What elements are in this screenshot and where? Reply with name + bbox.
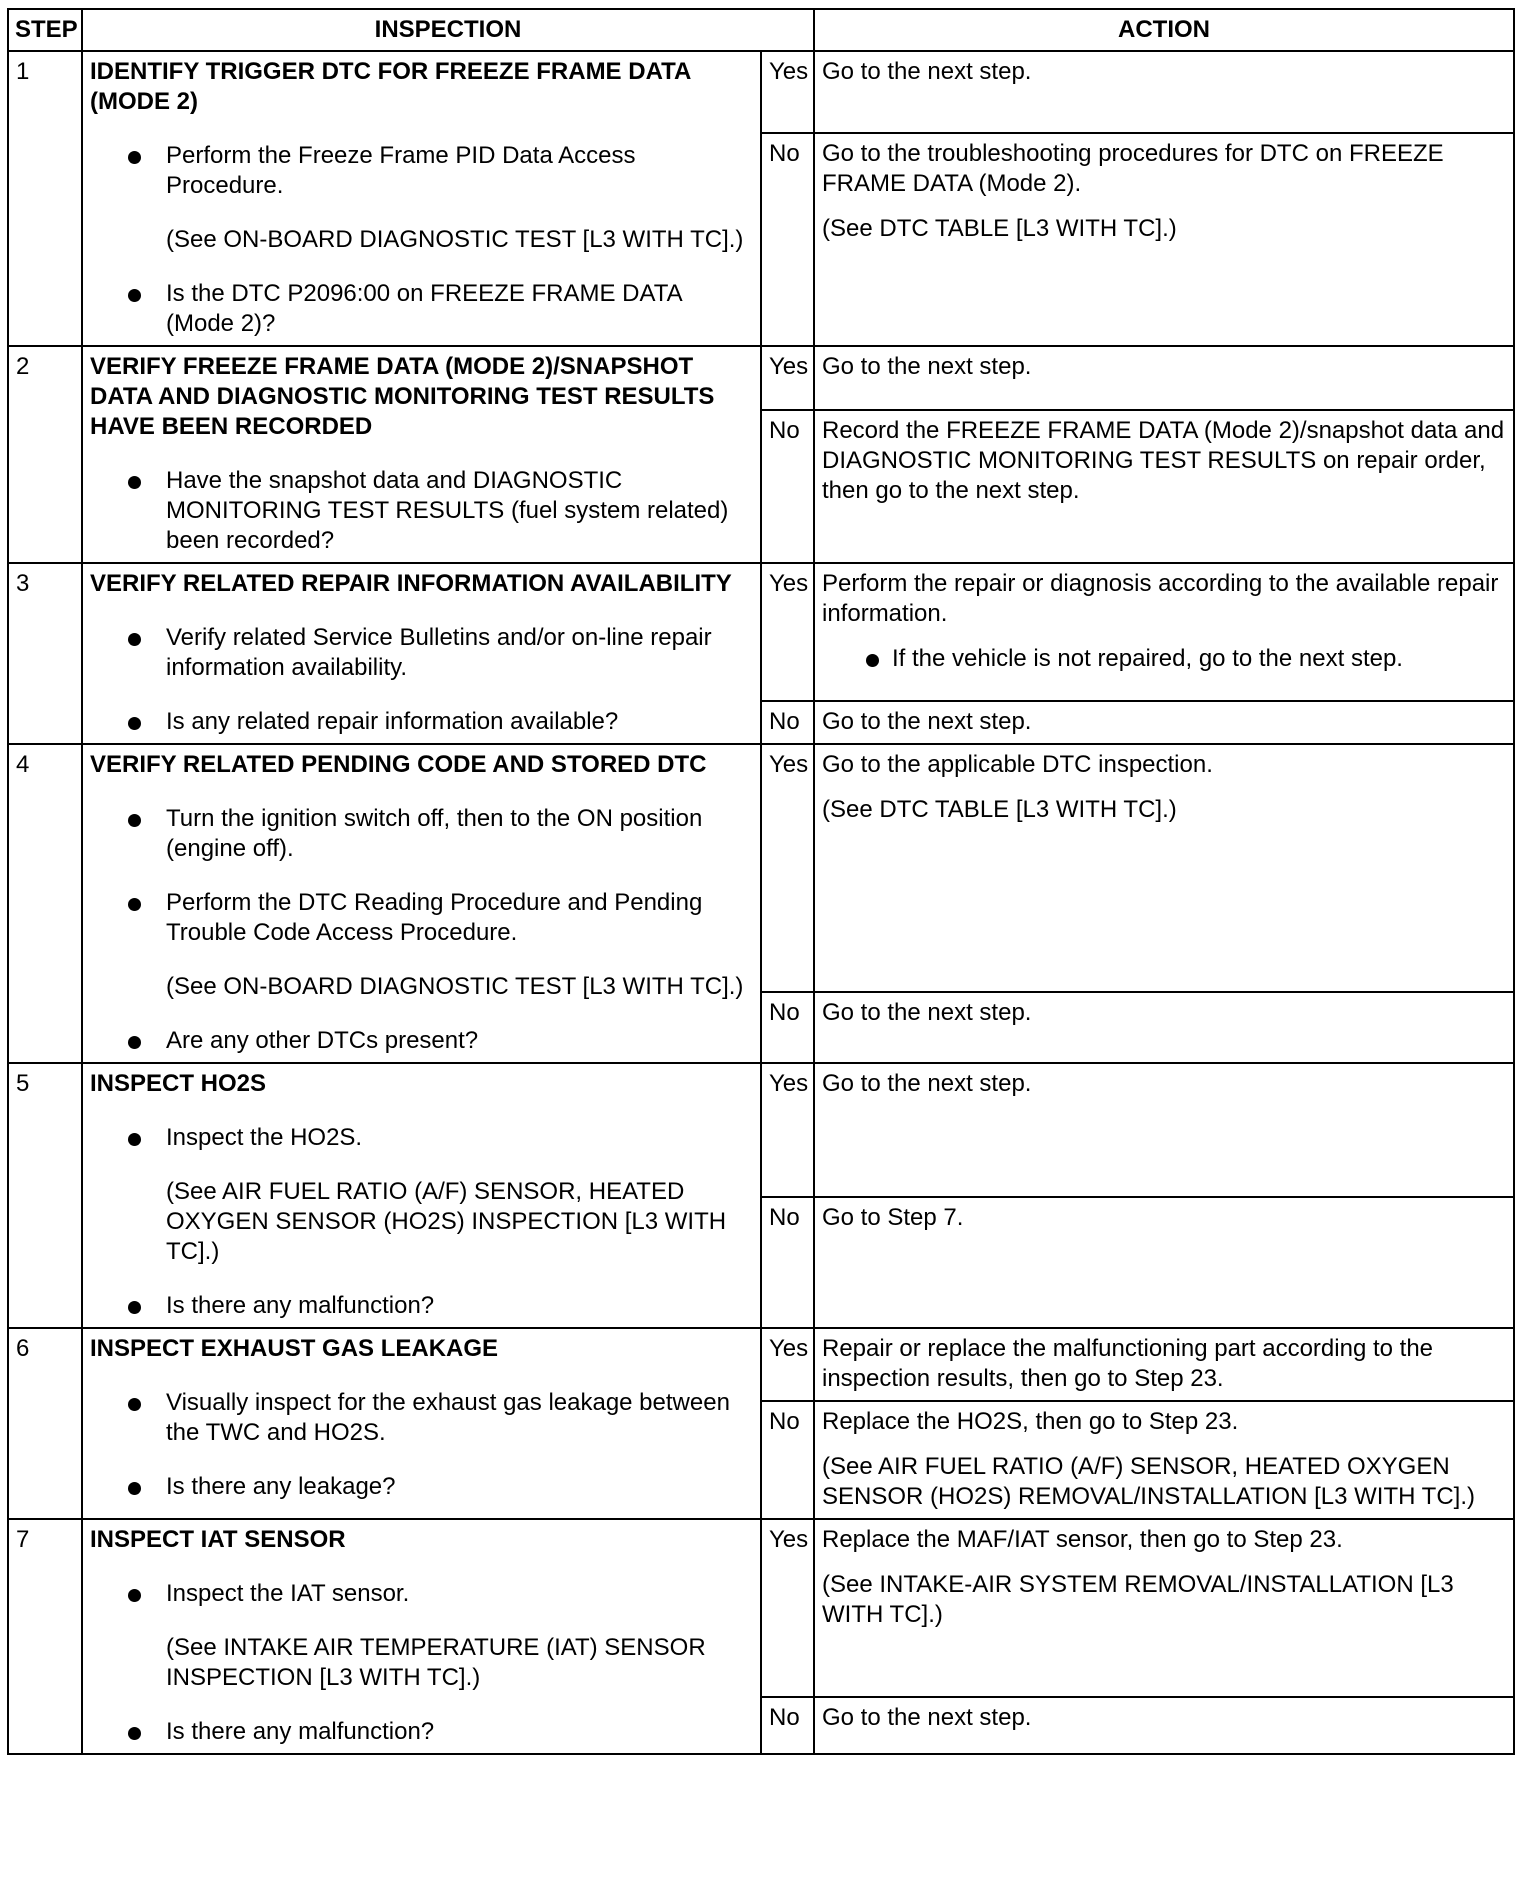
- step-number: 3: [8, 563, 82, 744]
- inspection-reference: (See ON-BOARD DIAGNOSTIC TEST [L3 WITH TC].): [166, 973, 744, 1000]
- inspection-cell: [82, 51, 761, 346]
- no-label: No: [761, 1697, 814, 1754]
- step-title: VERIFY FREEZE FRAME DATA (MODE 2)/SNAPSHOT DATA AND DIAGNOSTIC MONITORING TEST RESULTS HAVE BEEN RECORDED: [90, 353, 715, 440]
- inspection-bullet: Have the snapshot data and DIAGNOSTIC MONITORING TEST RESULTS (fuel system related) been recorded?: [128, 466, 753, 556]
- action-reference: (See AIR FUEL RATIO (A/F) SENSOR, HEATED OXYGEN SENSOR (HO2S) REMOVAL/INSTALLATION [L3 WITH TC].): [822, 1453, 1475, 1510]
- no-action-cell: [814, 133, 1514, 346]
- step-title: VERIFY RELATED PENDING CODE AND STORED DTC: [90, 751, 707, 778]
- header-row: [8, 9, 1514, 51]
- yes-label: Yes: [761, 51, 814, 133]
- inspection-cell: [82, 1519, 761, 1754]
- yes-label: Yes: [761, 1063, 814, 1197]
- yes-action: Go to the next step.: [814, 346, 1514, 410]
- yes-action-cell: [814, 744, 1514, 992]
- no-action: Go to the next step.: [814, 992, 1514, 1063]
- yes-action-cell: [814, 1519, 1514, 1697]
- no-action: Go to Step 7.: [814, 1197, 1514, 1328]
- step-1-yes-row: [8, 51, 1514, 133]
- no-label: No: [761, 701, 814, 744]
- inspection-reference: (See ON-BOARD DIAGNOSTIC TEST [L3 WITH TC].): [166, 226, 744, 253]
- yes-label: Yes: [761, 346, 814, 410]
- action-reference: (See DTC TABLE [L3 WITH TC].): [822, 796, 1177, 823]
- step-number: 5: [8, 1063, 82, 1328]
- no-action-cell: [814, 1401, 1514, 1519]
- header-inspection: INSPECTION: [82, 9, 814, 51]
- action-reference: (See INTAKE-AIR SYSTEM REMOVAL/INSTALLATION [L3 WITH TC].): [822, 1571, 1454, 1628]
- step-number: 6: [8, 1328, 82, 1519]
- inspection-cell: [82, 1063, 761, 1328]
- yes-label: Yes: [761, 1519, 814, 1697]
- inspection-cell: [82, 744, 761, 1063]
- step-title: INSPECT HO2S: [90, 1070, 267, 1097]
- no-label: No: [761, 410, 814, 563]
- header-action: ACTION: [814, 9, 1514, 51]
- step-title: INSPECT EXHAUST GAS LEAKAGE: [90, 1335, 499, 1362]
- step-number: 2: [8, 346, 82, 563]
- no-action: Go to the troubleshooting procedures for DTC on FREEZE FRAME DATA (Mode 2).: [822, 140, 1444, 197]
- inspection-bullet: Visually inspect for the exhaust gas leakage between the TWC and HO2S.: [128, 1388, 753, 1448]
- inspection-cell: [82, 563, 761, 744]
- step-6-yes-row: [8, 1328, 1514, 1401]
- inspection-cell: [82, 1328, 761, 1519]
- yes-label: Yes: [761, 563, 814, 701]
- step-title: VERIFY RELATED REPAIR INFORMATION AVAILABILITY: [90, 570, 732, 597]
- inspection-bullet: Is any related repair information available?: [128, 707, 753, 737]
- no-label: No: [761, 992, 814, 1063]
- step-number: 4: [8, 744, 82, 1063]
- header-step: STEP: [8, 9, 82, 51]
- action-reference: (See DTC TABLE [L3 WITH TC].): [822, 215, 1177, 242]
- yes-action: Repair or replace the malfunctioning part according to the inspection results, then go to Step 23.: [814, 1328, 1514, 1401]
- inspection-reference: (See INTAKE AIR TEMPERATURE (IAT) SENSOR INSPECTION [L3 WITH TC].): [166, 1634, 706, 1691]
- inspection-bullet: Verify related Service Bulletins and/or on-line repair information availability.: [128, 623, 753, 683]
- yes-action: Go to the next step.: [814, 51, 1514, 133]
- step-3-yes-row: [8, 563, 1514, 701]
- inspection-reference: (See AIR FUEL RATIO (A/F) SENSOR, HEATED OXYGEN SENSOR (HO2S) INSPECTION [L3 WITH TC].): [166, 1178, 727, 1265]
- inspection-bullet: Is there any malfunction?: [128, 1717, 753, 1747]
- yes-action: Go to the next step.: [814, 1063, 1514, 1197]
- yes-action: Go to the applicable DTC inspection.: [822, 751, 1213, 778]
- inspection-bullet: Perform the DTC Reading Procedure and Pending Trouble Code Access Procedure.: [128, 888, 753, 948]
- step-number: 1: [8, 51, 82, 346]
- yes-label: Yes: [761, 744, 814, 992]
- no-label: No: [761, 133, 814, 346]
- step-5-yes-row: [8, 1063, 1514, 1197]
- no-action: Go to the next step.: [814, 1697, 1514, 1754]
- yes-action-cell: [814, 563, 1514, 701]
- inspection-bullet: Perform the Freeze Frame PID Data Access Procedure.: [128, 141, 753, 201]
- step-title: IDENTIFY TRIGGER DTC FOR FREEZE FRAME DATA (MODE 2): [90, 58, 691, 115]
- yes-action: Perform the repair or diagnosis according to the available repair information.: [822, 570, 1499, 627]
- inspection-cell: [82, 346, 761, 563]
- yes-label: Yes: [761, 1328, 814, 1401]
- step-7-yes-row: [8, 1519, 1514, 1697]
- action-bullet: If the vehicle is not repaired, go to the next step.: [866, 644, 1506, 674]
- no-label: No: [761, 1197, 814, 1328]
- step-2-yes-row: [8, 346, 1514, 410]
- no-label: No: [761, 1401, 814, 1519]
- inspection-bullet: Is there any malfunction?: [128, 1291, 753, 1321]
- inspection-bullet: Inspect the IAT sensor.: [128, 1579, 753, 1609]
- inspection-bullet: Inspect the HO2S.: [128, 1123, 753, 1153]
- inspection-bullet: Are any other DTCs present?: [128, 1026, 753, 1056]
- step-number: 7: [8, 1519, 82, 1754]
- inspection-bullet: Is there any leakage?: [128, 1472, 753, 1502]
- step-title: INSPECT IAT SENSOR: [90, 1526, 346, 1553]
- inspection-bullet: Turn the ignition switch off, then to the ON position (engine off).: [128, 804, 753, 864]
- diagnostic-table: [7, 8, 1515, 1755]
- inspection-bullet: Is the DTC P2096:00 on FREEZE FRAME DATA (Mode 2)?: [128, 279, 753, 339]
- no-action: Replace the HO2S, then go to Step 23.: [822, 1408, 1239, 1435]
- no-action: Go to the next step.: [814, 701, 1514, 744]
- no-action: Record the FREEZE FRAME DATA (Mode 2)/snapshot data and DIAGNOSTIC MONITORING TEST RESULTS on repair order, then go to the next step.: [814, 410, 1514, 563]
- yes-action: Replace the MAF/IAT sensor, then go to Step 23.: [822, 1526, 1343, 1553]
- step-4-yes-row: [8, 744, 1514, 992]
